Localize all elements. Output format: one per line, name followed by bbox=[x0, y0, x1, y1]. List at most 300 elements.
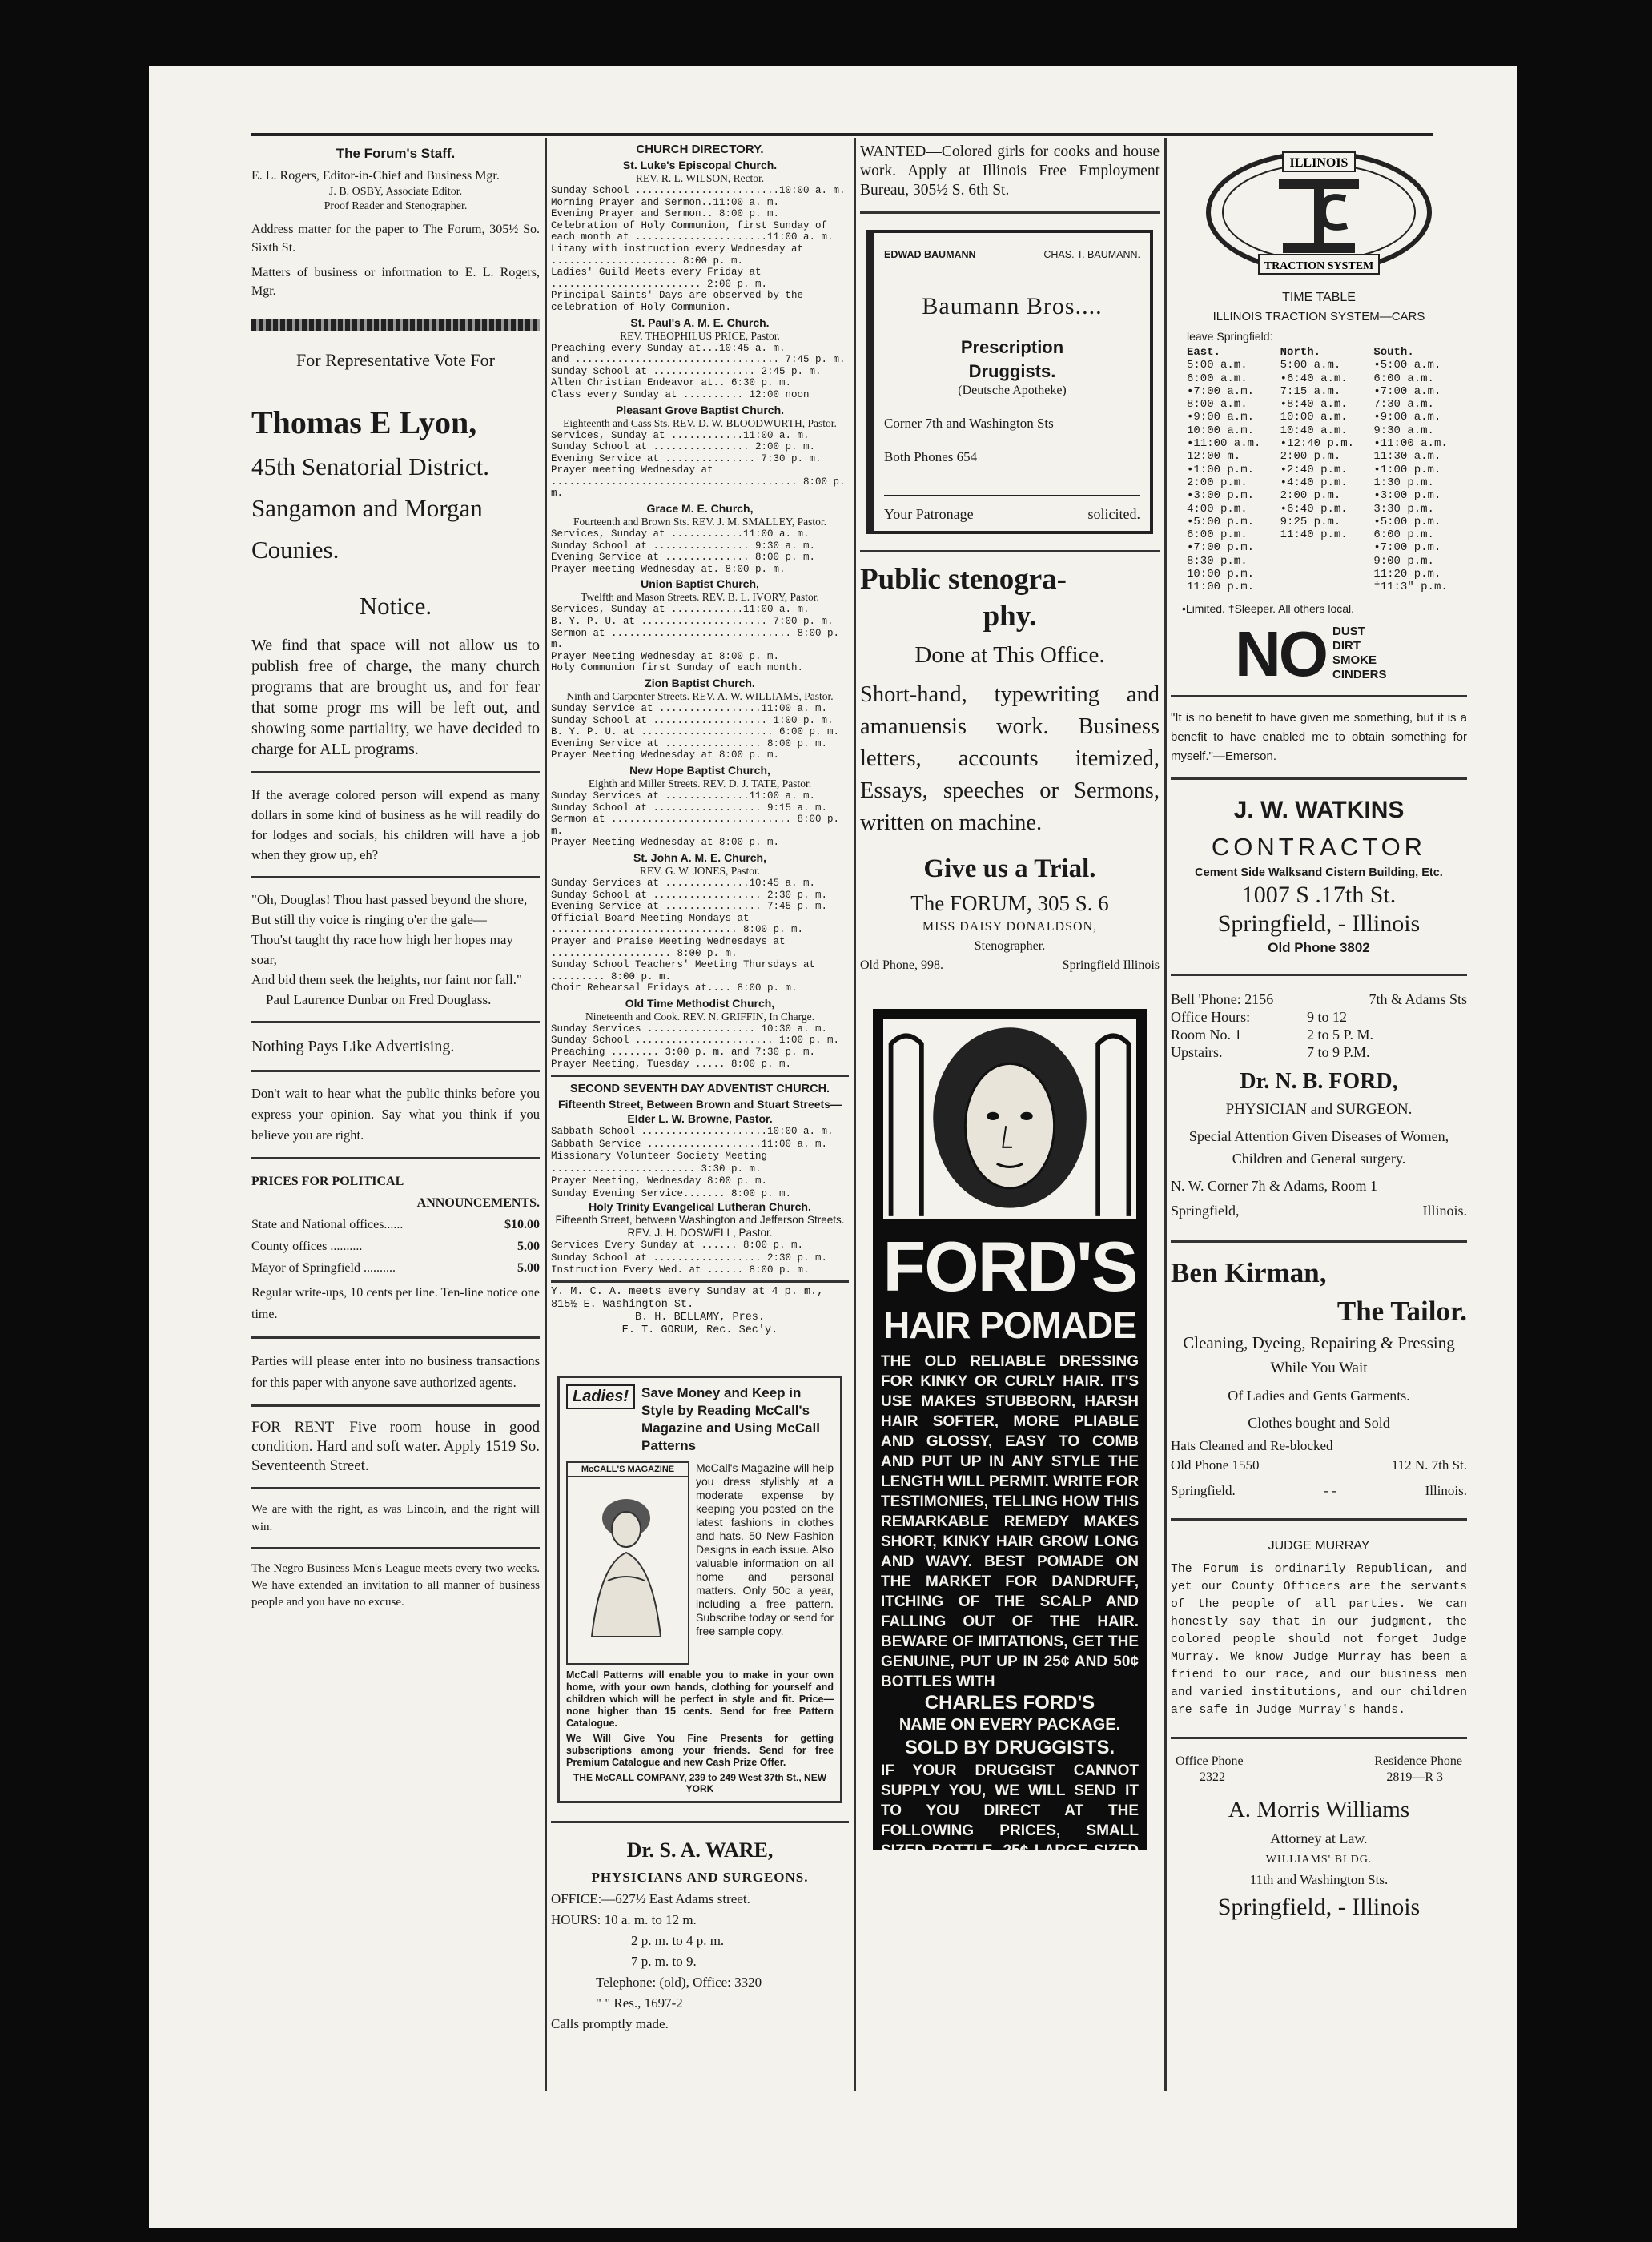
mccall-mag-title: McCALL'S MAGAZINE bbox=[568, 1463, 688, 1477]
stenography-ad bbox=[860, 562, 1160, 975]
divider bbox=[1171, 777, 1467, 780]
departure-time: 3:30 p.m. bbox=[1373, 502, 1434, 516]
staff-title: The Forum's Staff. bbox=[336, 146, 456, 161]
departure-time: •6:40 a.m. bbox=[1280, 372, 1348, 385]
ford-agents: AGENTS WANTED. bbox=[944, 1943, 1075, 1959]
departure-time: •5:00 a.m. bbox=[1373, 359, 1441, 372]
ware-office: OFFICE:—627½ East Adams street. bbox=[551, 1890, 750, 1907]
dr-ford-phone: Bell 'Phone: 2156 bbox=[1171, 990, 1274, 1007]
dr-ford-city bbox=[1171, 1197, 1467, 1224]
departure-time: •7:00 a.m. bbox=[1187, 384, 1255, 398]
column-rule-1 bbox=[545, 138, 547, 2091]
departure-time: 7:30 a.m. bbox=[1373, 398, 1434, 412]
no-word: DUST bbox=[1332, 624, 1365, 638]
church-schedule-line: Principal Saints' Days are observed by the celebration of Holy Communion. bbox=[551, 290, 804, 313]
church-schedule-line: Services, Sunday at ............11:00 a. m. bbox=[551, 429, 810, 441]
departure-time: 5:00 a.m. bbox=[1280, 359, 1341, 372]
divider bbox=[251, 771, 540, 773]
baumann-type-1: Prescription bbox=[960, 337, 1064, 357]
mccall-text: McCall's Magazine will help you dress stylishly at a moderate expense by keeping you posted on the latest fashions in clothes and hats. 50 New Fashion Designs in each issue. Also valuable information on all home and personal matters. Only 50c a year, including a free pattern. Subscribe today or send for free sample copy. bbox=[696, 1461, 834, 1637]
mccall-ad bbox=[557, 1376, 842, 1803]
departure-time: 9:00 p.m. bbox=[1373, 554, 1434, 568]
baumann-type-2: Druggists. bbox=[968, 361, 1056, 381]
emerson-quote: "It is no benefit to have given me something, but it is a benefit to have enabled me to obtain something for myself."—Emerson. bbox=[1171, 710, 1467, 763]
dr-ford-h3: 7 to 9 P.M. bbox=[1307, 1043, 1370, 1060]
departure-time: 1:30 p.m. bbox=[1373, 476, 1434, 489]
wanted-ad: WANTED—Colored girls for cooks and house work. Apply at Illinois Free Employment Bureau, 305½ S. 6th St. bbox=[860, 143, 1160, 199]
church-pastor: Ninth and Carpenter Streets. REV. A. W. WILLIAMS, Pastor. bbox=[566, 690, 834, 702]
church-schedule-line: Sunday School at .................. 9:15 a. m. bbox=[551, 802, 828, 814]
church-pastor: REV. THEOPHILUS PRICE, Pastor. bbox=[620, 329, 780, 342]
poem-credit: Paul Laurence Dunbar on Fred Douglass. bbox=[266, 992, 492, 1007]
departure-time: 11:00 p.m. bbox=[1187, 581, 1255, 594]
dr-ford-city-right: Illinois. bbox=[1422, 1202, 1467, 1219]
lincoln-note: We are with the right, as was Lincoln, and the right will win. bbox=[251, 1503, 540, 1533]
church-schedule-line: Sunday Services .................. 10:30 a. m. bbox=[551, 1023, 828, 1035]
church-schedule-line: Sunday School at .................. 2:30 p. m. bbox=[551, 889, 828, 901]
departure-time: 10:00 a.m. bbox=[1187, 424, 1255, 437]
page-content bbox=[149, 66, 1517, 2228]
ford-sold: SOLD BY DRUGGISTS. bbox=[904, 1737, 1115, 1758]
church-schedule-line: Morning Prayer and Sermon..11:00 a. m. bbox=[551, 196, 780, 208]
kirman-wait: While You Wait bbox=[1270, 1359, 1368, 1376]
staff-address: Address matter for the paper to The Forum, 305½ So. Sixth St. bbox=[251, 223, 540, 255]
ford-title-1: FORD'S bbox=[882, 1227, 1137, 1306]
church-schedule-line: Sunday Services at ..............11:00 a. m. bbox=[551, 790, 816, 802]
departure-time: 2:00 p.m. bbox=[1187, 476, 1248, 489]
dr-ford-ad bbox=[1171, 990, 1467, 1224]
traction-logo bbox=[1171, 144, 1467, 284]
church-schedule-line: Prayer and Praise Meeting Wednesdays at .................... 8:00 p. m. bbox=[551, 935, 786, 959]
church-schedule-line: Holy Communion first Sunday of each month. bbox=[551, 662, 804, 674]
watkins-desc: Cement Side Walksand Cistern Building, Etc. bbox=[1195, 866, 1443, 879]
baumann-address: Corner 7th and Washington Sts bbox=[884, 416, 1054, 431]
schedule-line: Sabbath School .....................10:00 a. m. bbox=[551, 1126, 834, 1138]
williams-office-phone: 2322 bbox=[1200, 1770, 1225, 1784]
church-schedule-line: and .................................. 7:45 p. m. bbox=[551, 354, 846, 366]
mccall-address: THE McCALL COMPANY, 239 to 249 West 37th St., NEW YORK bbox=[573, 1771, 827, 1794]
prices-box bbox=[251, 1171, 540, 1325]
adventist-title: SECOND SEVENTH DAY ADVENTIST CHURCH. bbox=[569, 1083, 830, 1096]
steno-phone: Old Phone, 998. bbox=[860, 958, 943, 972]
departure-time: •7:00 p.m. bbox=[1373, 541, 1441, 555]
departure-time: †11:3" p.m. bbox=[1373, 581, 1448, 594]
poem-line-3: Thou'st taught thy race how high her hopes may soar, bbox=[251, 932, 513, 967]
kirman-ad bbox=[1171, 1254, 1467, 1507]
departure-time: •9:00 a.m. bbox=[1373, 411, 1441, 424]
departure-time: •5:00 p.m. bbox=[1373, 515, 1441, 528]
kirman-title: The Tailor. bbox=[1336, 1295, 1467, 1327]
baumann-ad bbox=[866, 230, 1153, 534]
east-column bbox=[1187, 346, 1280, 594]
williams-phone-values bbox=[1171, 1770, 1467, 1786]
church-pastor: Eighteenth and Cass Sts. REV. D. W. BLOODWURTH, Pastor. bbox=[563, 416, 837, 429]
price-label: State and National offices...... bbox=[251, 1218, 404, 1231]
judge-murray bbox=[1171, 1537, 1467, 1719]
poem-line-4: And bid them seek the heights, nor faint nor fall." bbox=[251, 972, 522, 987]
watkins-phone: Old Phone 3802 bbox=[1268, 939, 1370, 955]
no-dust-ad bbox=[1235, 617, 1467, 689]
divider bbox=[1171, 1518, 1467, 1521]
divider bbox=[551, 1280, 849, 1283]
mccall-badge: Ladies! bbox=[566, 1384, 635, 1409]
williams-office-label: Office Phone bbox=[1176, 1754, 1244, 1768]
church-schedule-line: Sunday School ........................10:00 a. m. bbox=[551, 185, 846, 196]
dr-ford-h1: 9 to 12 bbox=[1307, 1008, 1348, 1025]
departure-time: 8:30 p.m. bbox=[1187, 554, 1248, 568]
no-text: NO bbox=[1235, 617, 1326, 689]
departure-time: •11:00 a.m. bbox=[1187, 437, 1261, 451]
church-schedule-line: Services, Sunday at ............11:00 a. m. bbox=[551, 604, 810, 616]
ware-name: Dr. S. A. WARE, bbox=[626, 1838, 774, 1862]
departure-time: •12:40 p.m. bbox=[1280, 437, 1355, 451]
time-table bbox=[1171, 346, 1467, 594]
average-person: If the average colored person will expend as many dollars in some kind of business as he will readily do for lodges and socials, his children will have a job when they grow up, eh? bbox=[251, 787, 540, 862]
departure-time: 10:00 a.m. bbox=[1280, 411, 1348, 424]
prices-subtitle: ANNOUNCEMENTS. bbox=[416, 1196, 540, 1210]
ware-hours: HOURS: 10 a. m. to 12 m. bbox=[551, 1911, 697, 1927]
price-row bbox=[251, 1257, 540, 1279]
ford-address-left: 216 LAKE ST., DEPT. bbox=[881, 1927, 999, 1940]
departure-time: 7:15 a.m. bbox=[1280, 384, 1341, 398]
schedule-line: Sunday Evening Service....... 8:00 p. m. bbox=[551, 1187, 792, 1199]
baumann-firm: Baumann Bros.... bbox=[922, 293, 1103, 319]
ford-name-line: NAME ON EVERY PACKAGE. bbox=[898, 1716, 1121, 1734]
ymca-note bbox=[551, 1286, 849, 1337]
column-1 bbox=[251, 143, 540, 1611]
departure-time: •2:40 p.m. bbox=[1280, 463, 1348, 476]
divider bbox=[251, 1487, 540, 1489]
departure-time: •5:00 p.m. bbox=[1187, 515, 1255, 528]
church-schedule-line: Preaching ........ 3:00 p. m. and 7:30 p. m. bbox=[551, 1047, 816, 1059]
dr-ford-name: Dr. N. B. FORD, bbox=[1240, 1068, 1398, 1094]
departure-time: 11:30 a.m. bbox=[1373, 450, 1441, 464]
vote-intro: For Representative Vote For bbox=[296, 350, 495, 370]
departure-time: 6:00 a.m. bbox=[1373, 372, 1434, 385]
divider bbox=[251, 1547, 540, 1549]
price-label: County offices .......... bbox=[251, 1240, 363, 1253]
church-pastor: REV. R. L. WILSON, Rector. bbox=[635, 172, 765, 184]
church-schedule-line: Sermon at .............................. 8:00 p. m. bbox=[551, 627, 840, 651]
murray-title: JUDGE MURRAY bbox=[1268, 1538, 1370, 1553]
divider bbox=[860, 211, 1160, 214]
church-schedule-line: Evening Service at ............... 7:30 p. m. bbox=[551, 452, 822, 464]
church-schedule-line: B. Y. P. U. at ..................... 7:00 p. m. bbox=[551, 616, 834, 628]
williams-title: Attorney at Law. bbox=[1270, 1830, 1368, 1846]
kirman-row bbox=[1171, 1475, 1467, 1507]
church-schedule-line: Services, Sunday at ............11:00 a. m. bbox=[551, 528, 810, 540]
watkins-name: J. W. WATKINS bbox=[1233, 796, 1405, 823]
ford-company: THE OZONIZED OX MARROW CO. bbox=[885, 1882, 1135, 1924]
magazine-cover-image bbox=[566, 1461, 689, 1665]
kirman-addr: 112 N. 7th St. bbox=[1391, 1456, 1467, 1473]
church-schedule-line: Evening Service at ................ 8:00 p. m. bbox=[551, 737, 828, 749]
column-rule-2 bbox=[854, 138, 856, 2091]
church-name: St. John A. M. E. Church, bbox=[633, 850, 766, 864]
departure-time: 8:00 a.m. bbox=[1187, 398, 1248, 412]
steno-role: Stenographer. bbox=[974, 939, 1046, 953]
departure-time: 9:25 p.m. bbox=[1280, 515, 1341, 528]
church-entry bbox=[551, 850, 849, 994]
church-schedule-line: Sunday School Teachers' Meeting Thursdays at ......... 8:00 p. m. bbox=[551, 959, 816, 982]
south-column bbox=[1373, 346, 1467, 594]
divider bbox=[1171, 1737, 1467, 1739]
church-schedule-line: Sunday Services at ..............10:45 a. m. bbox=[551, 877, 816, 889]
departure-time: •3:00 p.m. bbox=[1187, 489, 1255, 503]
ford-address-right: CHICAGO, ILL. bbox=[1054, 1927, 1139, 1940]
top-rule bbox=[251, 133, 1433, 136]
williams-bldg: WILLIAMS' BLDG. bbox=[1265, 1853, 1373, 1866]
departure-time: •1:00 p.m. bbox=[1187, 463, 1255, 476]
logo-top-text: ILLINOIS bbox=[1289, 156, 1349, 170]
dr-ford-city-left: Springfield, bbox=[1171, 1202, 1240, 1219]
baumann-name-2: CHAS. T. BAUMANN. bbox=[1043, 249, 1140, 260]
departure-time: •4:40 p.m. bbox=[1280, 476, 1348, 489]
church-schedule-line: Sunday School at ................. 2:45 p. m. bbox=[551, 365, 822, 377]
ymca-line: Y. M. C. A. meets every Sunday at 4 p. m., 815½ E. Washington St. bbox=[551, 1285, 824, 1311]
no-words bbox=[1332, 625, 1387, 682]
ware-hours: 7 p. m. to 9. bbox=[631, 1953, 697, 1969]
ware-details bbox=[551, 1889, 849, 2035]
steno-city: Springfield Illinois bbox=[1062, 958, 1160, 972]
dr-ford-row bbox=[1171, 990, 1467, 1008]
column-rule-3 bbox=[1164, 138, 1167, 2091]
church-schedule-line: Choir Rehearsal Fridays at.... 8:00 p. m. bbox=[551, 982, 798, 994]
candidate-name: Thomas E Lyon, bbox=[251, 404, 477, 440]
ford-portrait-image bbox=[881, 1017, 1139, 1222]
church-pastor: Fourteenth and Brown Sts. REV. J. M. SMALLEY, Pastor. bbox=[573, 516, 827, 528]
departure-time: •7:00 a.m. bbox=[1373, 384, 1441, 398]
watkins-city: Springfield, - Illinois bbox=[1217, 910, 1421, 937]
kirman-clothes: Clothes bought and Sold bbox=[1248, 1414, 1390, 1431]
departure-time: •9:00 a.m. bbox=[1187, 411, 1255, 424]
church-schedule-line: Sunday School at ................... 1:00 p. m. bbox=[551, 714, 834, 726]
williams-name: A. Morris Williams bbox=[1228, 1796, 1410, 1822]
douglass-poem bbox=[251, 890, 540, 1010]
church-name: New Hope Baptist Church, bbox=[629, 763, 770, 777]
time-table-subtitle: ILLINOIS TRACTION SYSTEM—CARS bbox=[1212, 310, 1425, 323]
dr-ford-special: Special Attention Given Diseases of Women, Children and General surgery. bbox=[1188, 1127, 1449, 1167]
poem-line-2: But still thy voice is ringing o'er the gale— bbox=[251, 912, 487, 927]
divider bbox=[251, 1070, 540, 1072]
baumann-names bbox=[884, 249, 1140, 260]
kirman-phone: Old Phone 1550 bbox=[1171, 1456, 1260, 1473]
departure-time: 2:00 p.m. bbox=[1280, 489, 1341, 503]
kirman-name: Ben Kirman, bbox=[1171, 1256, 1327, 1288]
dr-ford-corner: N. W. Corner 7h & Adams, Room 1 bbox=[1171, 1177, 1378, 1194]
ware-phone: Telephone: (old), Office: 3320 bbox=[596, 1974, 762, 1990]
candidate-counties: Sangamon and Morgan Counies. bbox=[251, 494, 483, 564]
divider bbox=[251, 876, 540, 878]
logo-bottom-text: TRACTION SYSTEM bbox=[1264, 260, 1374, 272]
steno-trial: Give us a Trial. bbox=[923, 854, 1096, 883]
no-word: CINDERS bbox=[1332, 667, 1387, 681]
departure-time: 10:00 p.m. bbox=[1187, 568, 1255, 581]
dr-ford-up: Upstairs. bbox=[1171, 1043, 1223, 1060]
church-pastor: REV. G. W. JONES, Pastor. bbox=[639, 864, 761, 877]
divider bbox=[251, 1336, 540, 1339]
time-table-legend: •Limited. †Sleeper. All others local. bbox=[1182, 601, 1355, 615]
williams-city: Springfield, - Illinois bbox=[1217, 1893, 1421, 1920]
steno-title-1: Public stenogra- bbox=[860, 563, 1067, 596]
ford-if: IF YOUR DRUGGIST CANNOT SUPPLY YOU, WE WILL SEND IT TO YOU DIRECT AT THE FOLLOWING PRICES, SMALL SIZED BOTTLE, 25¢ LARGE SIZED BOTTLE, 50¢ bbox=[881, 1762, 1139, 1879]
parties-notice: Parties will please enter into no business transactions for this paper with anyone save authorized agents. bbox=[251, 1353, 540, 1390]
steno-done: Done at This Office. bbox=[914, 642, 1105, 668]
divider bbox=[1171, 1240, 1467, 1243]
church-schedule-line: Class every Sunday at .......... 12:00 noon bbox=[551, 388, 810, 400]
ware-ad bbox=[551, 1838, 849, 2035]
baumann-footer bbox=[884, 495, 1140, 523]
schedule-line: Sabbath Service ...................11:00 a. m. bbox=[551, 1138, 828, 1150]
ford-address bbox=[881, 1926, 1139, 1942]
church-schedule-line: Sunday School at ................ 9:30 a. m. bbox=[551, 540, 816, 552]
price-row bbox=[251, 1214, 540, 1236]
departure-time: •1:00 p.m. bbox=[1373, 463, 1441, 476]
no-word: SMOKE bbox=[1332, 653, 1377, 667]
church-schedule-line: Sermon at .............................. 8:00 p. m. bbox=[551, 814, 840, 837]
church-entry bbox=[551, 577, 849, 674]
advertising-slogan: Nothing Pays Like Advertising. bbox=[251, 1038, 455, 1055]
church-entry bbox=[551, 763, 849, 849]
kirman-row bbox=[1171, 1456, 1467, 1475]
league-note: The Negro Business Men's League meets every two weeks. We have extended an invitation to all manner of business people and you have no excuse. bbox=[251, 1562, 540, 1609]
church-schedule-line: Prayer Meeting Wednesday at 8:00 p. m. bbox=[551, 837, 780, 849]
candidate-district: 45th Senatorial District. bbox=[251, 452, 490, 480]
kirman-services: Cleaning, Dyeing, Repairing & Pressing bbox=[1183, 1332, 1455, 1352]
schedule-line: Missionary Volunteer Society Meeting ........................ 3:30 p. m. bbox=[551, 1151, 768, 1175]
dont-wait: Don't wait to hear what the public thinks before you express your opinion. Say what you think if you believe you are right. bbox=[251, 1086, 540, 1143]
baumann-german: (Deutsche Apotheke) bbox=[958, 384, 1067, 397]
steno-body: Short-hand, typewriting and amanuensis work. Business letters, accounts itemized, Essays, speeches or Sermons, written on machine. bbox=[860, 682, 1160, 835]
prices-note: Regular write-ups, 10 cents per line. Ten-line notice one time. bbox=[251, 1286, 540, 1321]
departure-time: •8:40 a.m. bbox=[1280, 398, 1348, 412]
church-schedule-line: Ladies' Guild Meets every Friday at ......................... 2:00 p. m. bbox=[551, 267, 768, 290]
divider bbox=[251, 1021, 540, 1023]
column-2 bbox=[551, 143, 849, 2035]
dr-ford-street: 7th & Adams Sts bbox=[1369, 990, 1467, 1007]
williams-phones bbox=[1171, 1754, 1467, 1770]
trinity-schedule bbox=[551, 1240, 849, 1277]
staff-editor: E. L. Rogers, Editor-in-Chief and Business Mgr. bbox=[251, 169, 500, 183]
departure-time: •3:00 p.m. bbox=[1373, 489, 1441, 503]
church-name: Old Time Methodist Church, bbox=[625, 996, 775, 1010]
church-schedule-line: Prayer meeting Wednesday at. 8:00 p. m. bbox=[551, 563, 786, 575]
baumann-footer-left: Your Patronage bbox=[884, 506, 974, 522]
kirman-hats: Hats Cleaned and Re-blocked bbox=[1171, 1437, 1333, 1453]
dr-ford-hours-label: Office Hours: bbox=[1171, 1008, 1251, 1025]
time-table-leave: leave Springfield: bbox=[1187, 330, 1273, 343]
divider bbox=[1171, 695, 1467, 697]
church-name: Grace M. E. Church, bbox=[646, 502, 754, 516]
dr-ford-h2: 2 to 5 P. M. bbox=[1307, 1026, 1374, 1043]
mccall-patterns: McCall Patterns will enable you to make in your own home, with your own hands, clothing for yourself and children which will be perfect in style and fit. Price—none higher than 15 cents. Send for free Pattern Catalogue. bbox=[566, 1669, 834, 1729]
poem-line-1: "Oh, Douglas! Thou hast passed beyond the shore, bbox=[251, 892, 528, 907]
departure-time: •6:40 p.m. bbox=[1280, 502, 1348, 516]
adventist-sub: Fifteenth Street, Between Brown and Stuart Streets—Elder L. W. Browne, Pastor. bbox=[558, 1098, 842, 1126]
kirman-city-left: Springfield. bbox=[1171, 1482, 1236, 1498]
adventist-church bbox=[551, 1082, 849, 1277]
traction-logo-icon bbox=[1203, 144, 1435, 280]
williams-addr: 11th and Washington Sts. bbox=[1249, 1871, 1389, 1887]
divider bbox=[251, 1157, 540, 1159]
church-schedule-line: Prayer Meeting Wednesday at 8:00 p. m. bbox=[551, 650, 780, 662]
church-schedule-line: Celebration of Holy Communion, first Sunday of each month at ......................11:00 a. m. bbox=[551, 219, 834, 243]
north-column bbox=[1280, 346, 1374, 594]
header-south: South. bbox=[1373, 346, 1414, 359]
church-name: Union Baptist Church, bbox=[641, 577, 759, 591]
church-schedule-line: Allen Christian Endeavor at.. 6:30 p. m. bbox=[551, 377, 792, 389]
prices-title: PRICES FOR POLITICAL bbox=[251, 1175, 404, 1188]
header-north: North. bbox=[1280, 346, 1321, 359]
header-east: East. bbox=[1187, 346, 1221, 359]
price-value: 5.00 bbox=[517, 1261, 540, 1275]
church-schedule-line: Prayer Meeting Wednesday at 8:00 p. m. bbox=[551, 749, 780, 761]
murray-body: The Forum is ordinarily Republican, and yet our County Officers are the servants of the people of all parties. We can honestly say that in our judgment, the colored people should not forget Judge Murray. We know Judge Murray has been a friend to our race, and our business men and varied institutions, and our children are safe in Judge Murray's hands. bbox=[1171, 1562, 1467, 1717]
ornament-bar bbox=[251, 319, 540, 331]
divider bbox=[551, 1821, 849, 1823]
williams-ad bbox=[1171, 1754, 1467, 1925]
trinity-name: Holy Trinity Evangelical Lutheran Church. bbox=[589, 1200, 811, 1214]
schedule-line: Services Every Sunday at ...... 8:00 p. m. bbox=[551, 1240, 804, 1252]
steno-title-2: phy. bbox=[983, 600, 1037, 633]
steno-person: MISS DAISY DONALDSON, bbox=[922, 920, 1098, 934]
watkins-address: 1007 S .17th St. bbox=[1241, 881, 1397, 908]
departure-time: 9:30 a.m. bbox=[1373, 424, 1434, 437]
church-schedule-line: Evening Service at .............. 8:00 p. m. bbox=[551, 552, 816, 564]
time-table-title: TIME TABLE bbox=[1282, 291, 1356, 304]
departure-time: 4:00 p.m. bbox=[1187, 502, 1248, 516]
column-4 bbox=[1171, 143, 1467, 1925]
church-entry bbox=[551, 676, 849, 761]
church-name: St. Paul's A. M. E. Church. bbox=[630, 315, 770, 329]
church-schedule-line: Prayer meeting Wednesday at ......................................... 8:00 p. m. bbox=[551, 464, 846, 500]
schedule-line: Instruction Every Wed. at ...... 8:00 p. m. bbox=[551, 1264, 810, 1276]
church-schedule-line: Evening Prayer and Sermon.. 8:00 p. m. bbox=[551, 208, 780, 220]
departure-time: 10:40 a.m. bbox=[1280, 424, 1348, 437]
divider bbox=[860, 550, 1160, 552]
column-3 bbox=[860, 143, 1160, 1959]
church-schedule-line: Evening Service at ................ 7:45 p. m. bbox=[551, 901, 828, 913]
mccall-headline: Save Money and Keep in Style by Reading McCall's Magazine and Using McCall Patterns bbox=[641, 1384, 820, 1453]
steno-forum: The FORUM, 305 S. 6 bbox=[910, 891, 1109, 915]
kirman-dash: - - bbox=[1324, 1482, 1336, 1498]
departure-time: 6:00 p.m. bbox=[1373, 528, 1434, 542]
dr-ford-title: PHYSICIAN and SURGEON. bbox=[1225, 1100, 1413, 1118]
dr-ford-room: Room No. 1 bbox=[1171, 1026, 1242, 1043]
departure-time: 2:00 p.m. bbox=[1280, 450, 1341, 464]
kirman-city-right: Illinois. bbox=[1425, 1482, 1467, 1498]
schedule-line: Sunday School at .................. 2:30 p. m. bbox=[551, 1252, 828, 1264]
mccall-header bbox=[566, 1384, 834, 1455]
williams-res-label: Residence Phone bbox=[1374, 1754, 1462, 1768]
church-directory-title: CHURCH DIRECTORY. bbox=[636, 143, 764, 156]
ymca-line: E. T. GORUM, Rec. Sec'y. bbox=[621, 1324, 778, 1336]
departure-time: 6:00 p.m. bbox=[1187, 528, 1248, 542]
ford-body: THE OLD RELIABLE DRESSING FOR KINKY OR CURLY HAIR. IT'S USE MAKES STUBBORN, HARSH HAIR SOFTER, MORE PLIABLE AND GLOSSY, EASY TO COMB AND PUT UP IN ANY STYLE THE LENGTH WILL PERMIT. WRITE FOR TESTIMONIES, TELLING HOW THIS REMARKABLE REMEDY MAKES SHORT, KINKY HAIR GROW LONG AND WAVY. BEST POMADE ON THE MARKET FOR DANDRUFF, ITCHING OF THE SCALP AND FALLING OUT OF THE HAIR. BEWARE OF IMITATIONS, GET THE GENUINE, PUT UP IN 25¢ AND 50¢ BOTTLES WITH bbox=[881, 1353, 1139, 1690]
kirman-of: Of Ladies and Gents Garments. bbox=[1228, 1387, 1410, 1404]
departure-time: 11:20 p.m. bbox=[1373, 568, 1441, 581]
departure-time: •7:00 p.m. bbox=[1187, 541, 1255, 555]
staff-matters: Matters of business or information to E. L. Rogers, Mgr. bbox=[251, 266, 540, 298]
baumann-phones: Both Phones 654 bbox=[884, 449, 978, 464]
schedule-line: Prayer Meeting, Wednesday 8:00 p. m. bbox=[551, 1175, 768, 1187]
adventist-schedule bbox=[551, 1126, 849, 1200]
for-rent: FOR RENT—Five room house in good condition. Hard and soft water. Apply 1519 So. Seventeenth Street. bbox=[251, 1419, 540, 1474]
ware-hours: 2 p. m. to 4 p. m. bbox=[631, 1932, 725, 1948]
church-pastor: Twelfth and Mason Streets. REV. B. L. IVORY, Pastor. bbox=[581, 591, 819, 604]
ware-phone: " " Res., 1697-2 bbox=[596, 1995, 683, 2011]
departure-time: 5:00 a.m. bbox=[1187, 359, 1248, 372]
